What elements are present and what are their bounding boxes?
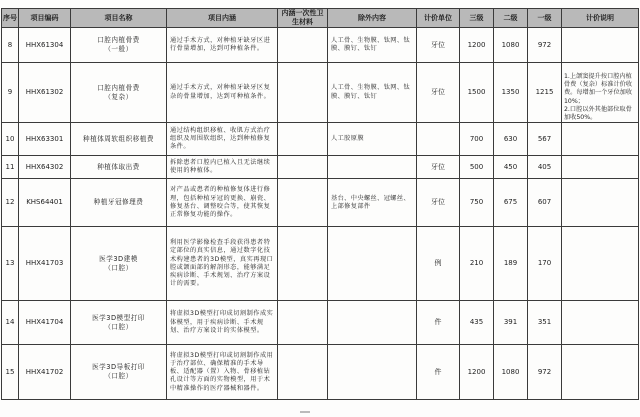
row-note bbox=[562, 28, 639, 63]
header-seq: 序号 bbox=[2, 9, 19, 28]
row-unit: 件 bbox=[417, 301, 460, 345]
row-seq: 12 bbox=[2, 179, 19, 227]
row-code: HHX61302 bbox=[19, 63, 71, 123]
row-level1: 351 bbox=[528, 301, 562, 345]
row-material bbox=[278, 301, 328, 345]
row-code: HHX64302 bbox=[19, 156, 71, 179]
row-unit: 牙位 bbox=[417, 179, 460, 227]
row-level2: 1080 bbox=[494, 345, 528, 400]
row-exclusion: 基台、中央螺丝、冠螺丝、上部修复部件 bbox=[328, 179, 417, 227]
row-desc: 拆除患者口腔内已植入且无法继续使用的种植体。 bbox=[167, 156, 278, 179]
row-unit: 牙位 bbox=[417, 156, 460, 179]
row-level1: 607 bbox=[528, 179, 562, 227]
row-exclusion: 人工胶原膜 bbox=[328, 123, 417, 156]
row-level3: 435 bbox=[460, 301, 494, 345]
header-name: 项目名称 bbox=[71, 9, 167, 28]
row-exclusion bbox=[328, 227, 417, 301]
row-code: HHX41704 bbox=[19, 301, 71, 345]
row-code: KHS64401 bbox=[19, 179, 71, 227]
row-material bbox=[278, 345, 328, 400]
row-level2: 675 bbox=[494, 179, 528, 227]
table-row bbox=[2, 63, 639, 123]
row-level1: 1215 bbox=[528, 63, 562, 123]
row-desc: 将虚拟3D模型打印或切割制作成用于治疗部位、确保精准的手术导板、适配器（置）入物、骨移植钻孔设计等方面的实物模型，用于术中精准操作的医疗器械和器件。 bbox=[167, 345, 278, 400]
row-note bbox=[562, 156, 639, 179]
row-unit: 牙位 bbox=[417, 63, 460, 123]
row-level2: 450 bbox=[494, 156, 528, 179]
row-note bbox=[562, 123, 639, 156]
table-row bbox=[2, 345, 639, 400]
row-note: 1.上颌窦提升按口腔内植骨费（复杂）标准计价收费。每增加一个牙位加收10%； 2.口腔以外其他部位取骨加收50%。 bbox=[562, 63, 639, 123]
row-desc: 将虚拟3D模型打印成切割制作成实体模型，用于疾病诊断、手术规划、治疗方案设计的实体模型。 bbox=[167, 301, 278, 345]
row-seq: 9 bbox=[2, 63, 19, 123]
row-desc: 通过手术方式，对种植牙缺牙区复杂的骨量增加，达到可种植条件。 bbox=[167, 63, 278, 123]
row-level1: 972 bbox=[528, 345, 562, 400]
row-desc: 通过手术方式，对种植牙缺牙区进行骨量增加，达到可种植条件。 bbox=[167, 28, 278, 63]
row-level1: 567 bbox=[528, 123, 562, 156]
header-note: 计价说明 bbox=[562, 9, 639, 28]
row-level3: 1500 bbox=[460, 63, 494, 123]
row-unit: 例 bbox=[417, 227, 460, 301]
header-level1: 一级 bbox=[528, 9, 562, 28]
table-row bbox=[2, 28, 639, 63]
page-footer-mark bbox=[300, 411, 310, 413]
row-material bbox=[278, 156, 328, 179]
row-name: 医学3D导板打印 （口腔） bbox=[71, 345, 167, 400]
row-code: HHX61304 bbox=[19, 28, 71, 63]
row-note bbox=[562, 345, 639, 400]
header-level3: 三级 bbox=[460, 9, 494, 28]
row-level3: 1200 bbox=[460, 345, 494, 400]
row-seq: 8 bbox=[2, 28, 19, 63]
row-name: 种植牙冠修理费 bbox=[71, 179, 167, 227]
row-exclusion bbox=[328, 301, 417, 345]
row-seq: 13 bbox=[2, 227, 19, 301]
table-header-row bbox=[2, 9, 639, 28]
table-row bbox=[2, 301, 639, 345]
row-desc: 利用医学影像检查手段获得患者特定部位的真实信息，通过数字化技术构建患者的3D模型，真实再现口腔或颌面部的解剖形态，能够满足疾病诊断、手术规划、治疗方案设计的需要。 bbox=[167, 227, 278, 301]
row-material bbox=[278, 227, 328, 301]
row-level2: 1350 bbox=[494, 63, 528, 123]
row-material bbox=[278, 63, 328, 123]
row-name: 口腔内植骨费 （一般） bbox=[71, 28, 167, 63]
header-code: 项目编码 bbox=[19, 9, 71, 28]
row-exclusion: 人工骨、生物膜、钛网、钛膜、膜钉、钛钉 bbox=[328, 28, 417, 63]
row-code: HHX41703 bbox=[19, 227, 71, 301]
row-material bbox=[278, 179, 328, 227]
row-material bbox=[278, 123, 328, 156]
table-row bbox=[2, 156, 639, 179]
table-row bbox=[2, 123, 639, 156]
row-unit: 牙位 bbox=[417, 28, 460, 63]
row-level3: 750 bbox=[460, 179, 494, 227]
row-material bbox=[278, 28, 328, 63]
row-level1: 972 bbox=[528, 28, 562, 63]
row-desc: 对产品或患者的种植修复体进行修理，包括种植牙冠的更换、崩瓷、修复基台、调整咬合等，使其恢复正常修复功能的操作。 bbox=[167, 179, 278, 227]
row-note bbox=[562, 179, 639, 227]
row-level3: 500 bbox=[460, 156, 494, 179]
row-note bbox=[562, 227, 639, 301]
row-seq: 11 bbox=[2, 156, 19, 179]
header-desc: 项目内涵 bbox=[167, 9, 278, 28]
row-name: 种植体周软组织移植费 bbox=[71, 123, 167, 156]
pricing-table bbox=[1, 8, 639, 400]
row-level2: 1080 bbox=[494, 28, 528, 63]
row-seq: 10 bbox=[2, 123, 19, 156]
row-level3: 210 bbox=[460, 227, 494, 301]
table-row bbox=[2, 179, 639, 227]
row-code: HHX41702 bbox=[19, 345, 71, 400]
row-seq: 15 bbox=[2, 345, 19, 400]
row-unit bbox=[417, 123, 460, 156]
header-level2: 二级 bbox=[494, 9, 528, 28]
row-name: 医学3D模型打印 （口腔） bbox=[71, 301, 167, 345]
row-level1: 170 bbox=[528, 227, 562, 301]
row-exclusion bbox=[328, 156, 417, 179]
row-level1: 405 bbox=[528, 156, 562, 179]
row-exclusion bbox=[328, 345, 417, 400]
row-level3: 1200 bbox=[460, 28, 494, 63]
row-desc: 通过结构组织移植、收肌方式治疗组织及周围软组织，达到种植修复条件。 bbox=[167, 123, 278, 156]
row-seq: 14 bbox=[2, 301, 19, 345]
header-exclusion: 除外内容 bbox=[328, 9, 417, 28]
row-name: 口腔内植骨费 （复杂） bbox=[71, 63, 167, 123]
row-level2: 391 bbox=[494, 301, 528, 345]
row-code: HHX63301 bbox=[19, 123, 71, 156]
header-unit: 计价单位 bbox=[417, 9, 460, 28]
row-note bbox=[562, 301, 639, 345]
header-material: 内涵一次性卫生材料 bbox=[278, 9, 328, 28]
row-level2: 630 bbox=[494, 123, 528, 156]
row-unit: 件 bbox=[417, 345, 460, 400]
row-name: 医学3D建模 （口腔） bbox=[71, 227, 167, 301]
row-exclusion: 人工骨、生物膜、钛网、钛膜、膜钉、钛钉 bbox=[328, 63, 417, 123]
row-name: 种植体取出费 bbox=[71, 156, 167, 179]
row-level3: 700 bbox=[460, 123, 494, 156]
row-level2: 189 bbox=[494, 227, 528, 301]
table-row bbox=[2, 227, 639, 301]
